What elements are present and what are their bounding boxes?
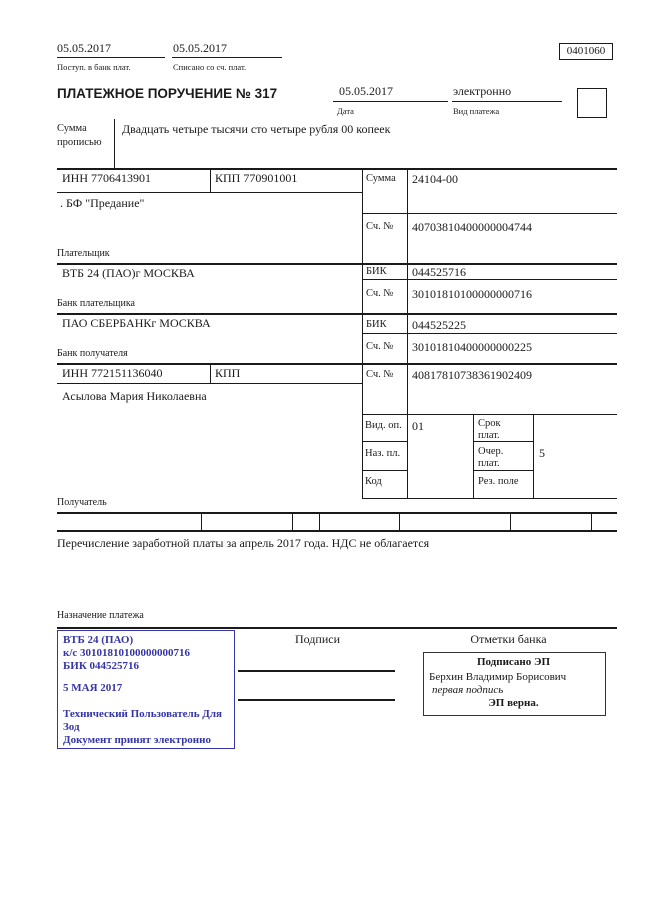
ep-stamp-name: Берхин Владимир Борисович <box>429 671 567 683</box>
fields-row-divider-4 <box>399 512 400 530</box>
date-label: Дата <box>337 106 354 116</box>
purpose-code-label: Наз. пл. <box>365 448 401 459</box>
payer-bank-account-label: Сч. № <box>366 288 394 299</box>
op-type-value: 01 <box>412 419 424 433</box>
payee-label: Получатель <box>57 497 107 508</box>
payee-bank-name: ПАО СБЕРБАНКг МОСКВА <box>62 316 211 330</box>
payee-bank-section-border <box>57 363 617 365</box>
payee-bank-account-label: Сч. № <box>366 341 394 352</box>
op-type-border <box>362 441 407 442</box>
payee-bottom-border <box>57 512 617 514</box>
fields-row-divider-1 <box>201 512 202 530</box>
payee-account-value: 40817810738361902409 <box>412 368 532 382</box>
form-code-box: 0401060 <box>559 43 613 60</box>
bank-marks-header: Отметки банка <box>470 632 547 646</box>
bank-stamp-line5: Технический Пользователь Для <box>63 708 222 720</box>
payee-bank-account-value: 30101810400000000225 <box>412 340 532 354</box>
payer-account-label: Сч. № <box>366 221 394 232</box>
ep-stamp-verified: ЭП верна. <box>488 697 539 709</box>
purpose-section-border <box>57 627 617 629</box>
payer-name: . БФ "Предание" <box>60 196 145 210</box>
payer-label: Плательщик <box>57 248 110 259</box>
bank-stamp-line4: 5 МАЯ 2017 <box>63 682 123 694</box>
ep-stamp-title: Подписано ЭП <box>476 656 551 668</box>
op-type-label: Вид. оп. <box>365 420 402 431</box>
received-in-bank-label: Поступ. в банк плат. <box>57 62 131 72</box>
fields-row-bottom-border <box>57 530 617 532</box>
fields-row-divider-2 <box>292 512 293 530</box>
fields-row-divider-3 <box>319 512 320 530</box>
term-column-left-border <box>473 414 474 498</box>
right-section-bottom-border <box>362 498 617 499</box>
payer-bank-bik-value: 044525716 <box>412 265 466 279</box>
payer-bank-label: Банк плательщика <box>57 298 135 309</box>
table-top-border <box>57 168 617 170</box>
signatures-header: Подписи <box>294 632 341 646</box>
ep-stamp-subtitle: первая подпись <box>432 684 504 696</box>
bank-stamp-line2: к/с 30101810100000000716 <box>63 647 191 659</box>
received-date-underline <box>57 57 165 58</box>
payee-account-label: Сч. № <box>366 369 394 380</box>
status-square-box <box>577 88 607 118</box>
payer-kpp: КПП 770901001 <box>215 171 298 185</box>
inn-row-border <box>57 192 362 193</box>
payee-inn-row-border <box>57 383 362 384</box>
inn-kpp-divider <box>210 168 211 192</box>
reserve-field-label: Рез. поле <box>478 476 519 487</box>
payee-account-border <box>362 414 617 415</box>
order-label-line2: плат. <box>478 458 500 469</box>
signature-line-1 <box>238 670 395 672</box>
payer-account-value: 40703810400000004744 <box>412 220 532 234</box>
label-column-left-border <box>362 168 363 498</box>
bank-stamp-line7: Документ принят электронно <box>63 734 211 746</box>
payment-type-label: Вид платежа <box>453 106 500 116</box>
bank-stamp-line1: ВТБ 24 (ПАО) <box>63 634 134 646</box>
payment-purpose-label: Назначение платежа <box>57 610 144 621</box>
order-label-line1: Очер. <box>478 446 504 457</box>
value-column-left-border <box>407 168 408 498</box>
amount-in-words-label-line1: Сумма <box>57 123 87 134</box>
payment-type-value: электронно <box>453 84 512 98</box>
payer-bank-account-value: 30101810100000000716 <box>412 287 532 301</box>
debited-date-underline <box>172 57 282 58</box>
payee-inn-kpp-divider <box>210 363 211 383</box>
document-title: ПЛАТЕЖНОЕ ПОРУЧЕНИЕ № 317 <box>57 86 278 101</box>
payment-purpose-text: Перечисление заработной платы за апрель 2017 года. НДС не облагается <box>57 536 430 550</box>
code-label: Код <box>365 476 382 487</box>
payer-section-border <box>57 263 617 265</box>
payee-inn: ИНН 772151136040 <box>62 366 163 380</box>
bank-stamp-line6: Зод <box>63 721 80 733</box>
purpose-code-border <box>362 470 407 471</box>
payee-bank-bik-border <box>362 333 617 334</box>
signature-line-2 <box>238 699 395 701</box>
bank-stamp-line3: БИК 044525716 <box>63 660 140 672</box>
document-date: 05.05.2017 <box>339 84 393 98</box>
payee-bank-label: Банк получателя <box>57 348 128 359</box>
payee-bank-bik-label: БИК <box>366 319 387 330</box>
payer-bank-bik-border <box>362 279 617 280</box>
amount-in-words-value: Двадцать четыре тысячи сто четыре рубля 00 копеек <box>122 122 391 136</box>
date-underline <box>333 101 448 102</box>
payer-bank-bik-label: БИК <box>366 266 387 277</box>
sum-cell-border <box>362 213 617 214</box>
payer-inn: ИНН 7706413901 <box>62 171 151 185</box>
received-in-bank-date: 05.05.2017 <box>57 41 111 55</box>
order-value: 5 <box>539 446 545 460</box>
payee-name: Асылова Мария Николаевна <box>62 389 207 403</box>
fields-row-divider-6 <box>591 512 592 530</box>
sum-value: 24104-00 <box>412 172 458 186</box>
debited-label: Списано со сч. плат. <box>173 62 247 72</box>
amount-in-words-label-line2: прописью <box>57 137 102 148</box>
sum-label: Сумма <box>366 173 396 184</box>
debited-date: 05.05.2017 <box>173 41 227 55</box>
amount-words-divider <box>114 119 115 168</box>
payee-kpp-label: КПП <box>215 366 241 380</box>
payer-bank-name: ВТБ 24 (ПАО)г МОСКВА <box>62 266 195 280</box>
payee-bank-bik-value: 044525225 <box>412 318 466 332</box>
term-label-line1: Срок <box>478 418 501 429</box>
payment-type-underline <box>452 101 562 102</box>
fields-row-divider-5 <box>510 512 511 530</box>
order-value-column-border <box>533 414 534 498</box>
payer-bank-section-border <box>57 313 617 315</box>
term-label-line2: плат. <box>478 430 500 441</box>
